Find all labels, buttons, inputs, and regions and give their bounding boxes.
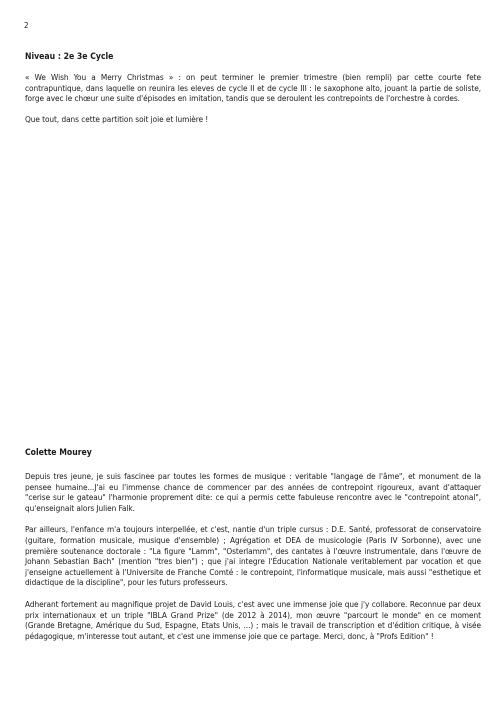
niveau-heading: Niveau : 2e 3e Cycle — [25, 52, 114, 62]
page-number: 2 — [24, 21, 29, 30]
niveau-section — [25, 52, 481, 136]
niveau-description-paragraph: « We Wish You a Merry Christmas » : on peut terminer le premier trimestre (bien rempli) par cette courte fete contrapuntique, dans laquelle on reunira les eleves de cycle II et de cycle III : le saxophone alto, jouant la partie de soliste, forge avec le chœur une suite d'épisodes en imitation, tandis que se deroulent les contrepoints de l'orchestre à cordes. — [25, 72, 481, 104]
bio-paragraph-early-life: Depuis tres jeune, je suis fascinee par toutes les formes de musique : veritable "langage de l'âme", et monument de la pensee humaine...J'ai eu l'immense chance de commencer par des années de contrepoint rigoureux, avant d'attaquer "cerise sur le gateau" l'harmonie proprement dite: ce qui a permis cette fabuleuse rencontre avec le "contrepoint atonal", qu'enseignait alors Julien Falk. — [25, 471, 481, 513]
bio-paragraph-education: Par ailleurs, l'enfance m'a toujours interpellée, et c'est, nantie d'un triple cursus : D.E. Santé, professorat de conservatoire (guitare, formation musicale, musique d'ensemble) ; Agrégation et DEA de musicologie (Paris IV Sorbonne), avec une première soutenance doctorale : "La figure "Lamm", "Osterlamm", des cantates à l'œuvre instrumentale, dans l'œuvre de Johann Sebastian Bach" (mention "tres bien") ; que j'ai integre l'Éducation Nationale veritablement par vocation et que j'enseigne actuellement à l'Universite de Franche Comté : le contrepoint, l'informatique musicale, mais aussi "esthetique et didactique de la discipline", pour les futurs professeurs. — [25, 524, 481, 588]
composer-name-heading: Colette Mourey — [25, 448, 92, 458]
niveau-closing-paragraph: Que tout, dans cette partition soit joie et lumière ! — [25, 114, 209, 125]
composer-bio-section — [25, 448, 481, 652]
bio-paragraph-collaboration: Adherant fortement au magnifique projet de David Louis, c'est avec une immense joie que j'y collabore. Reconnue par deux prix internationaux et un triple "IBLA Grand Prize" (de 2012 à 2014), mon œuvre "parcourt le monde" en ce moment (Grande Bretagne, Amérique du Sud, Espagne, Etats Unis, ...) ; mais le travail de transcription et d'édition critique, à visée pédagogique, m'interesse tout autant, et c'est une immense joie que ce partage. Merci, donc, à "Profs Edition" ! — [25, 598, 481, 641]
